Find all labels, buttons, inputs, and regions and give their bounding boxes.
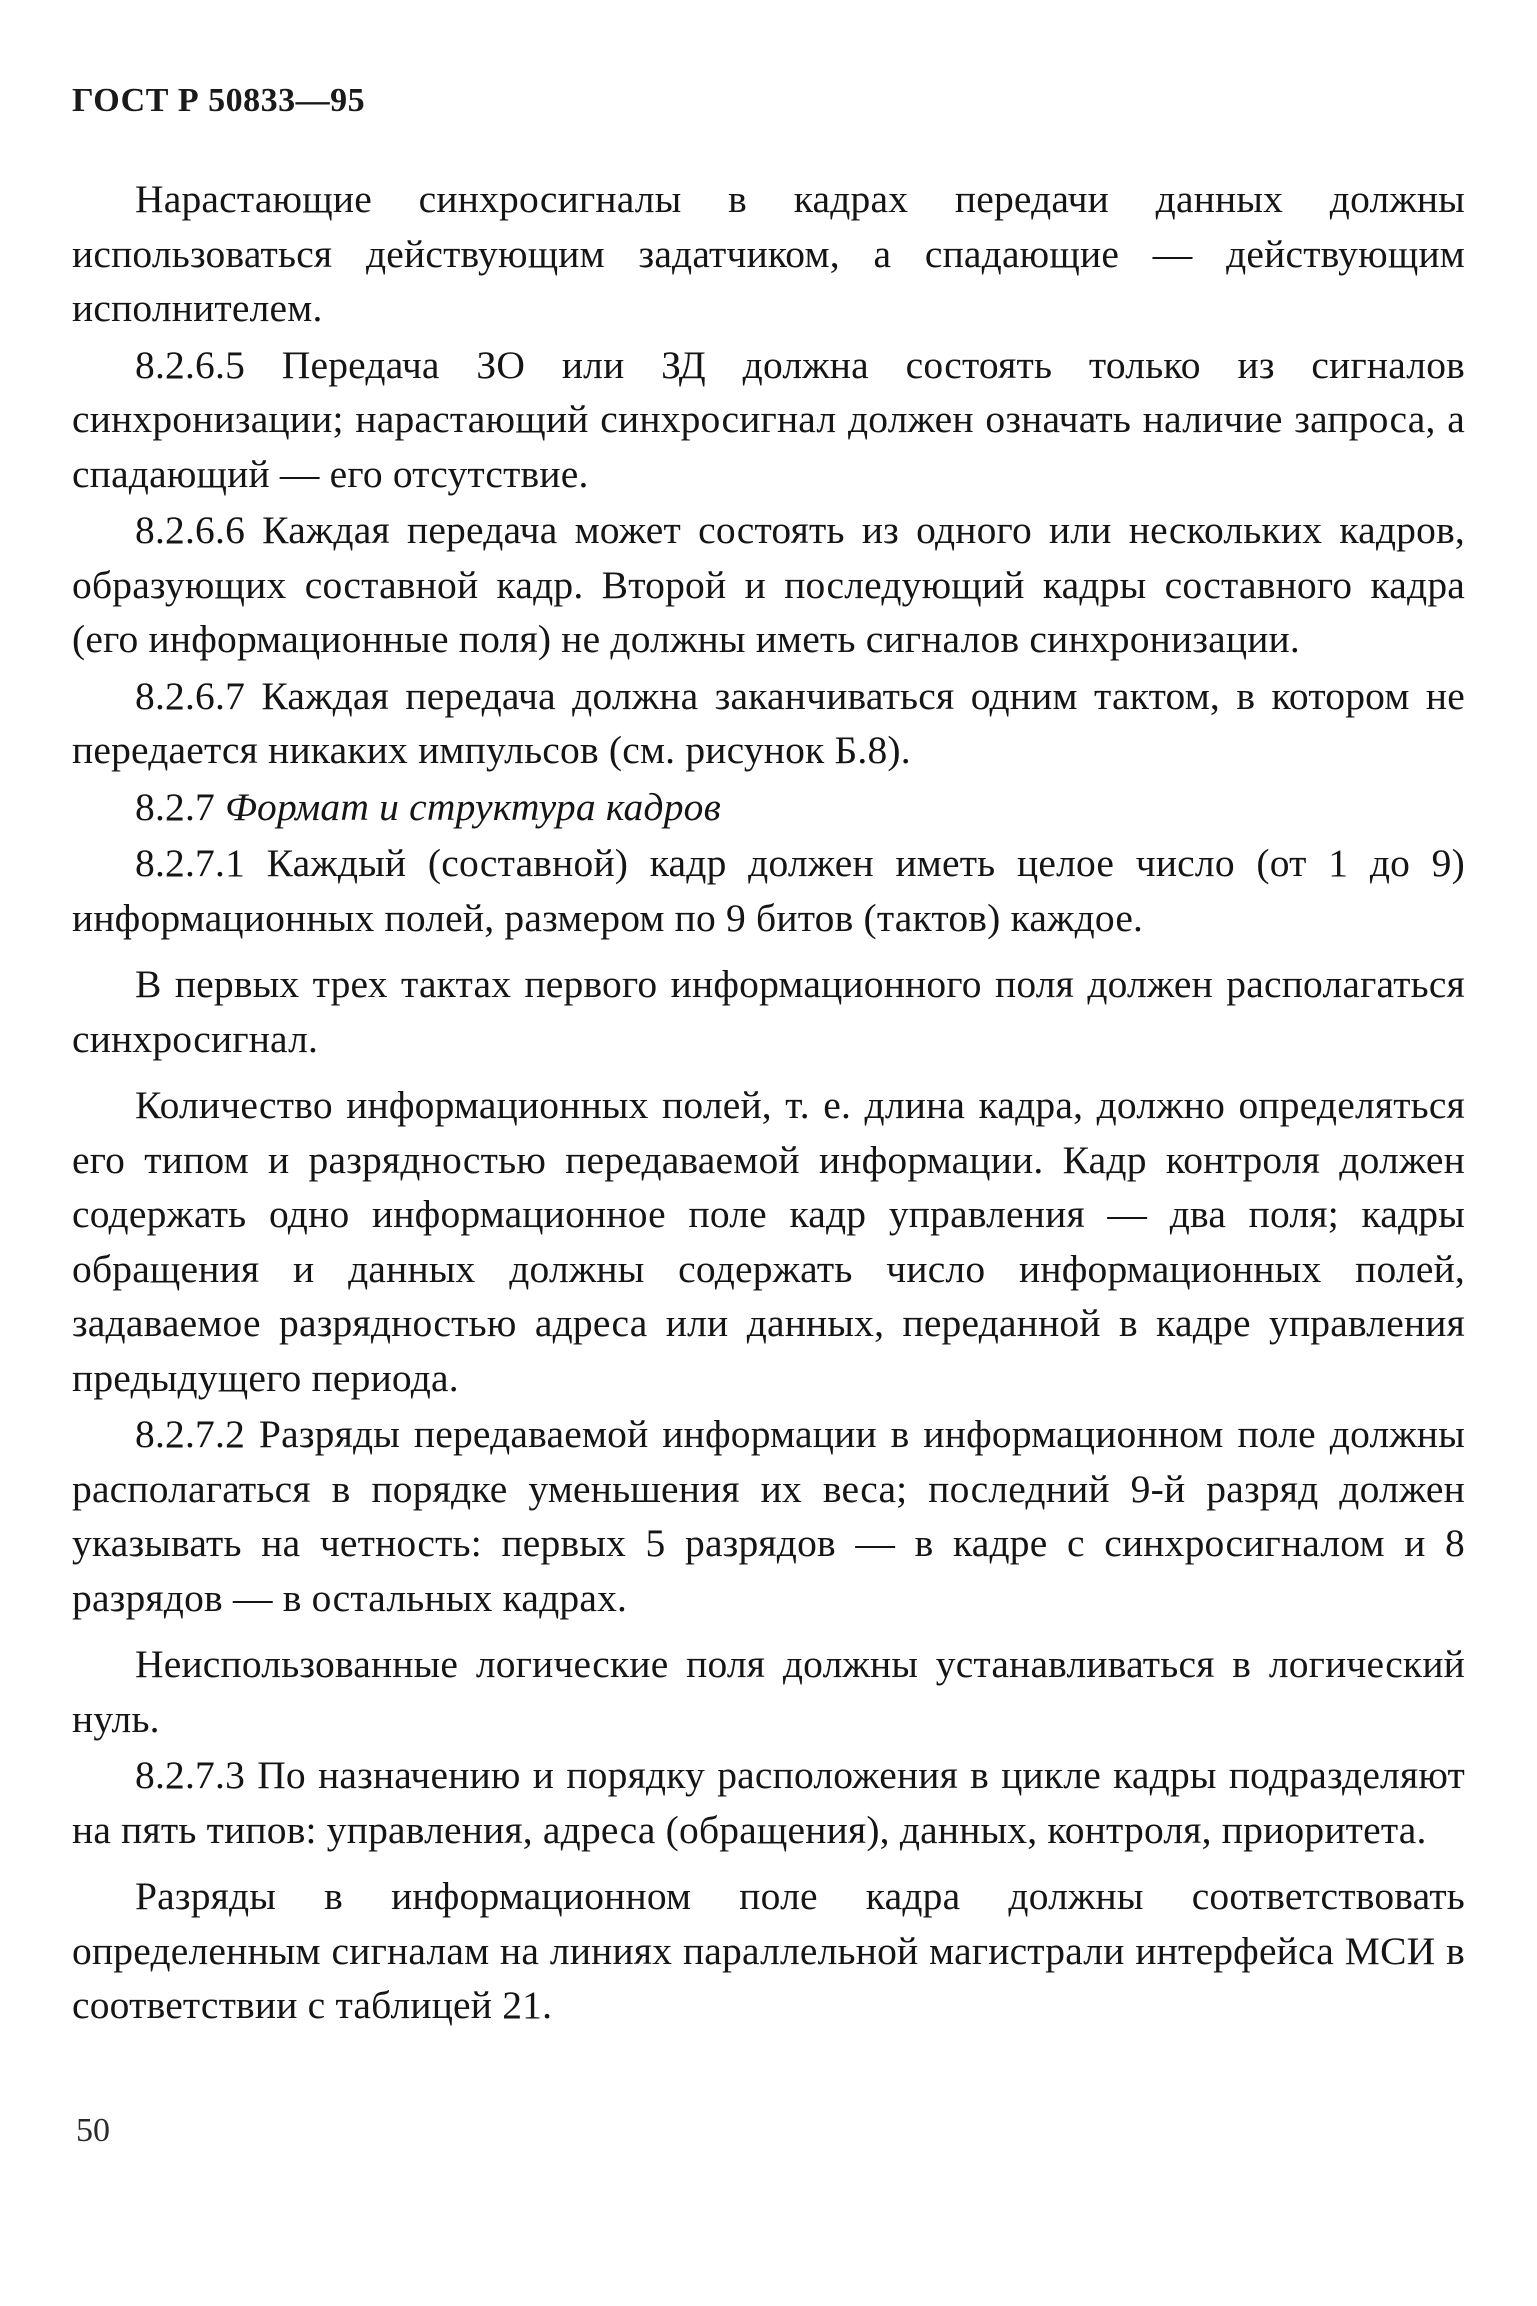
page-number: 50 (76, 2112, 110, 2149)
document-body (72, 172, 1465, 2033)
paragraph-8-2-7-3: 8.2.7.3 По назначению и порядку расположения в цикле кадры подразделяют на пять типов: управления, адреса (обращения), данных, контроля, приоритета. (72, 1753, 1465, 1852)
section-title: Формат и структура кадров (225, 784, 721, 829)
paragraph-field-count: Количество информационных полей, т. е. длина кадра, должно определяться его типом и разрядностью передаваемой информации. Кадр контроля должен содержать одно информационное поле кадр управления — два поля; кадры обращения и данных должны содержать число информационных полей, задаваемое разрядностью адреса или данных, переданной в кадре управления предыдущего периода. (72, 1083, 1465, 1400)
section-number: 8.2.7 (135, 784, 215, 829)
document-header: ГОСТ Р 50833—95 (72, 82, 366, 119)
paragraph-sync-signals: Нарастающие синхросигналы в кадрах передачи данных должны использоваться действующим задатчиком, а спадающие — действующим исполнителем. (72, 177, 1465, 330)
paragraph-bits-mapping: Разряды в информационном поле кадра должны соответствовать определенным сигналам на линиях параллельной магистрали интерфейса МСИ в соответствии с таблицей 21. (72, 1874, 1465, 2027)
paragraph-8-2-6-6: 8.2.6.6 Каждая передача может состоять из одного или нескольких кадров, образующих составной кадр. Второй и последующий кадры составного кадра (его информационные поля) не должны иметь сигналов синхронизации. (72, 508, 1465, 661)
paragraph-8-2-7-1: 8.2.7.1 Каждый (составной) кадр должен иметь целое число (от 1 до 9) информационных полей, размером по 9 битов (тактов) каждое. (72, 841, 1465, 940)
paragraph-8-2-6-7: 8.2.6.7 Каждая передача должна заканчиваться одним тактом, в котором не передается никаких импульсов (см. рисунок Б.8). (72, 673, 1465, 772)
section-heading-8-2-7 (72, 780, 1465, 835)
paragraph-first-field-sync: В первых трех тактах первого информационного поля должен располагаться синхросигнал. (72, 962, 1465, 1061)
paragraph-unused-fields: Неиспользованные логические поля должны устанавливаться в логический нуль. (72, 1642, 1465, 1741)
paragraph-8-2-7-2: 8.2.7.2 Разряды передаваемой информации в информационном поле должны располагаться в порядке уменьшения их веса; последний 9-й разряд должен указывать на четность: первых 5 разрядов — в кадре с синхросигналом и 8 разрядов — в остальных кадрах. (72, 1412, 1465, 1620)
paragraph-8-2-6-5: 8.2.6.5 Передача ЗО или ЗД должна состоять только из сигналов синхронизации; нарастающий синхросигнал должен означать наличие запроса, а спадающий — его отсутствие. (72, 342, 1465, 496)
